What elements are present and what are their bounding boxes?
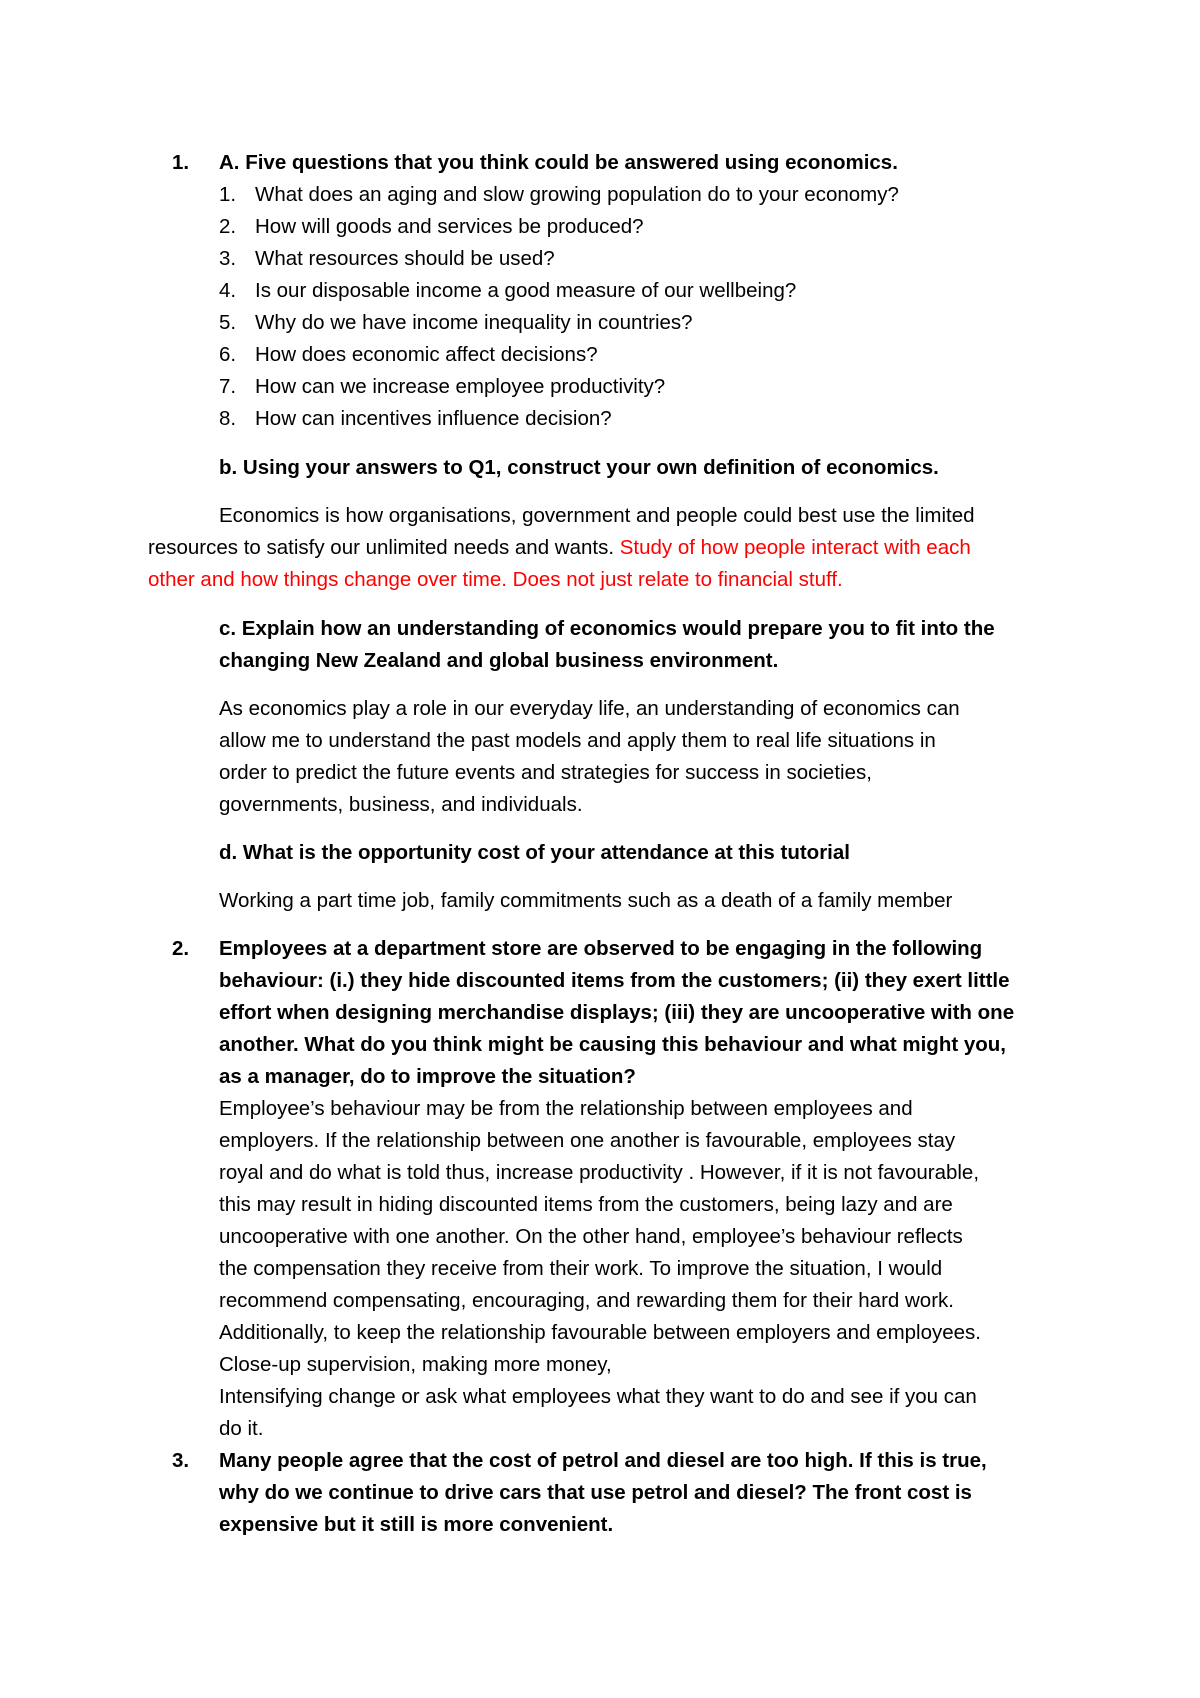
q2-question-line: effort when designing merchandise displays; (iii) they are uncooperative with one	[219, 1001, 1015, 1024]
q1-b-heading: b. Using your answers to Q1, construct your own definition of economics.	[219, 456, 939, 479]
q1-list-number: 7.	[219, 375, 237, 398]
q2-answer-line: Close-up supervision, making more money,	[219, 1353, 612, 1376]
q2-number: 2.	[172, 937, 190, 960]
q2-answer-line: Intensifying change or ask what employees what they want to do and see if you can	[219, 1385, 977, 1408]
q1-number: 1.	[172, 151, 190, 174]
q2-answer-line: Employee’s behaviour may be from the relationship between employees and	[219, 1097, 913, 1120]
q1-d-answer: Working a part time job, family commitments such as a death of a family member	[219, 889, 953, 912]
q1-list-number: 5.	[219, 311, 237, 334]
q1-list-number: 1.	[219, 183, 237, 206]
q2-answer-line: do it.	[219, 1417, 264, 1440]
q1-list-item: What does an aging and slow growing population do to your economy?	[255, 183, 899, 206]
q2-question-line: behaviour: (i.) they hide discounted items from the customers; (ii) they exert little	[219, 969, 1010, 992]
q2-question-line: as a manager, do to improve the situation?	[219, 1065, 636, 1088]
q2-question-line: another. What do you think might be causing this behaviour and what might you,	[219, 1033, 1007, 1056]
q1-list-item: How does economic affect decisions?	[255, 343, 598, 366]
q1-list-number: 4.	[219, 279, 237, 302]
q3-question-line: Many people agree that the cost of petrol and diesel are too high. If this is true,	[219, 1449, 987, 1472]
q1-b-answer-text: resources to satisfy our unlimited needs and wants.	[148, 536, 615, 559]
q3-number: 3.	[172, 1449, 190, 1472]
q1-c-heading: changing New Zealand and global business environment.	[219, 649, 779, 672]
q1-list-number: 3.	[219, 247, 237, 270]
q1-list-item: Why do we have income inequality in countries?	[255, 311, 693, 334]
q1-b-answer-line	[148, 535, 971, 561]
q1-list-item: How will goods and services be produced?	[255, 215, 644, 238]
q1-b-highlight-text: Study of how people interact with each	[619, 536, 971, 559]
q1-list-item: How can incentives influence decision?	[255, 407, 612, 430]
q2-answer-line: the compensation they receive from their work. To improve the situation, I would	[219, 1257, 943, 1280]
q1-list-item: How can we increase employee productivity?	[255, 375, 666, 398]
q1-list-number: 6.	[219, 343, 237, 366]
q1-b-highlight-line: other and how things change over time. Does not just relate to financial stuff.	[148, 568, 843, 591]
q1-c-answer-line: As economics play a role in our everyday life, an understanding of economics can	[219, 697, 960, 720]
q2-answer-line: employers. If the relationship between one another is favourable, employees stay	[219, 1129, 956, 1152]
q1-c-answer-line: allow me to understand the past models and apply them to real life situations in	[219, 729, 936, 752]
q1-list-number: 2.	[219, 215, 237, 238]
q2-answer-line: Additionally, to keep the relationship favourable between employers and employees.	[219, 1321, 982, 1344]
q1-c-answer-line: governments, business, and individuals.	[219, 793, 583, 816]
q1-list-item: What resources should be used?	[255, 247, 555, 270]
q3-question-line: expensive but it still is more convenient.	[219, 1513, 614, 1536]
q3-question-line: why do we continue to drive cars that use petrol and diesel? The front cost is	[219, 1481, 972, 1504]
q1-c-answer-line: order to predict the future events and strategies for success in societies,	[219, 761, 872, 784]
q1-a-heading: A. Five questions that you think could be answered using economics.	[219, 151, 898, 174]
q1-c-heading: c. Explain how an understanding of economics would prepare you to fit into the	[219, 617, 995, 640]
q1-b-answer-line: Economics is how organisations, government and people could best use the limited	[219, 504, 975, 527]
q1-list-item: Is our disposable income a good measure of our wellbeing?	[255, 279, 797, 302]
q1-list-number: 8.	[219, 407, 237, 430]
q1-d-heading: d. What is the opportunity cost of your attendance at this tutorial	[219, 841, 850, 864]
q2-answer-line: uncooperative with one another. On the other hand, employee’s behaviour reflects	[219, 1225, 963, 1248]
q2-answer-line: royal and do what is told thus, increase productivity . However, if it is not favourable,	[219, 1161, 980, 1184]
q2-question-line: Employees at a department store are observed to be engaging in the following	[219, 937, 983, 960]
q2-answer-line: recommend compensating, encouraging, and rewarding them for their hard work.	[219, 1289, 954, 1312]
q2-answer-line: this may result in hiding discounted items from the customers, being lazy and are	[219, 1193, 953, 1216]
